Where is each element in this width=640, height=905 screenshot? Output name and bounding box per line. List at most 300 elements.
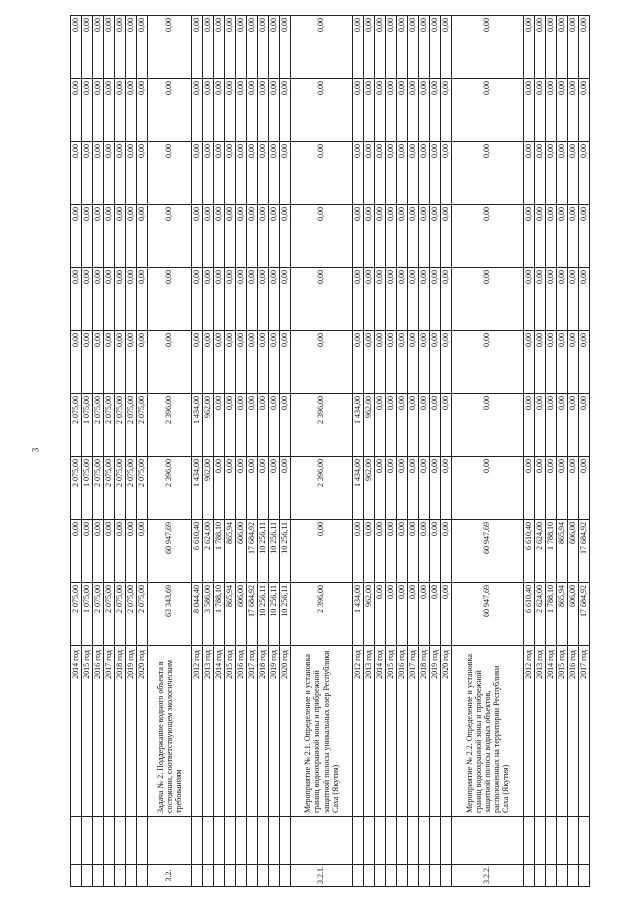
value-cell: 0,00	[192, 79, 203, 142]
value-cell: 0,00	[269, 268, 280, 331]
value-cell: 0,00	[148, 268, 192, 331]
year-label: 2020 год	[441, 646, 452, 817]
blank-cell	[269, 817, 280, 865]
blank-cell	[148, 817, 192, 865]
year-label: 2014 год	[71, 646, 82, 817]
value-cell: 0,00	[291, 79, 353, 142]
value-cell: 0,00	[214, 268, 225, 331]
value-cell: 0,00	[93, 520, 104, 583]
year-label: 2017 год	[579, 646, 590, 817]
value-cell: 2 075,00	[71, 583, 82, 646]
value-cell: 0,00	[535, 331, 546, 394]
value-cell: 0,00	[535, 16, 546, 79]
year-label: 2016 год	[236, 646, 247, 817]
blank-cell	[93, 817, 104, 865]
year-label: 2020 год	[137, 646, 148, 817]
blank-cell	[137, 817, 148, 865]
row-number-cell	[82, 865, 93, 887]
value-cell: 0,00	[291, 16, 353, 79]
value-cell: 1 075,00	[82, 394, 93, 457]
value-cell: 2 396,00	[148, 394, 192, 457]
value-cell: 0,00	[148, 16, 192, 79]
table-row	[82, 16, 93, 887]
value-cell: 606,00	[236, 520, 247, 583]
year-label: 2019 год	[126, 646, 137, 817]
value-cell: 0,00	[280, 457, 291, 520]
value-cell: 0,00	[441, 331, 452, 394]
value-cell: 0,00	[269, 457, 280, 520]
value-cell: 0,00	[386, 457, 397, 520]
value-cell: 865,94	[225, 520, 236, 583]
table-row	[203, 16, 214, 887]
value-cell: 0,00	[557, 205, 568, 268]
value-cell: 0,00	[397, 520, 408, 583]
value-cell: 0,00	[104, 268, 115, 331]
value-cell: 0,00	[430, 331, 441, 394]
value-cell: 10 256,11	[269, 520, 280, 583]
row-number-cell	[269, 865, 280, 887]
row-number-cell	[524, 865, 535, 887]
row-number-cell	[258, 865, 269, 887]
value-cell: 2 075,00	[104, 583, 115, 646]
value-cell: 606,00	[568, 583, 579, 646]
value-cell: 0,00	[524, 142, 535, 205]
value-cell: 0,00	[115, 205, 126, 268]
value-cell: 0,00	[214, 205, 225, 268]
blank-cell	[115, 817, 126, 865]
year-label: 2016 год	[568, 646, 579, 817]
row-number-cell	[375, 865, 386, 887]
value-cell: 2 075,00	[137, 394, 148, 457]
table-section-row	[452, 16, 524, 887]
value-cell: 0,00	[225, 331, 236, 394]
row-number-cell	[568, 865, 579, 887]
value-cell: 0,00	[258, 205, 269, 268]
row-number-cell	[397, 865, 408, 887]
value-cell: 0,00	[126, 205, 137, 268]
value-cell: 0,00	[546, 331, 557, 394]
value-cell: 0,00	[568, 268, 579, 331]
value-cell: 0,00	[408, 457, 419, 520]
value-cell: 0,00	[82, 268, 93, 331]
value-cell: 0,00	[397, 583, 408, 646]
value-cell: 10 256,11	[258, 583, 269, 646]
table-row	[225, 16, 236, 887]
blank-cell	[104, 817, 115, 865]
value-cell: 6 610,40	[524, 520, 535, 583]
value-cell: 0,00	[524, 79, 535, 142]
value-cell: 0,00	[579, 142, 590, 205]
value-cell: 0,00	[568, 205, 579, 268]
row-number-cell: 3.2.	[148, 865, 192, 887]
value-cell: 0,00	[258, 457, 269, 520]
value-cell: 0,00	[236, 79, 247, 142]
value-cell: 0,00	[247, 142, 258, 205]
value-cell: 0,00	[524, 205, 535, 268]
table-row	[364, 16, 375, 887]
value-cell: 0,00	[524, 16, 535, 79]
blank-cell	[524, 817, 535, 865]
blank-cell	[236, 817, 247, 865]
value-cell: 0,00	[375, 268, 386, 331]
value-cell: 0,00	[441, 520, 452, 583]
table-row	[137, 16, 148, 887]
value-cell: 0,00	[353, 331, 364, 394]
value-cell: 0,00	[441, 457, 452, 520]
value-cell: 0,00	[280, 394, 291, 457]
value-cell: 0,00	[104, 79, 115, 142]
value-cell: 0,00	[397, 79, 408, 142]
value-cell: 2 624,00	[203, 520, 214, 583]
table-row	[397, 16, 408, 887]
year-label: 2020 год	[280, 646, 291, 817]
table-row	[546, 16, 557, 887]
value-cell: 0,00	[236, 457, 247, 520]
value-cell: 0,00	[82, 79, 93, 142]
year-label: 2015 год	[225, 646, 236, 817]
value-cell: 1 434,00	[192, 394, 203, 457]
value-cell: 0,00	[397, 457, 408, 520]
value-cell: 0,00	[258, 142, 269, 205]
value-cell: 0,00	[419, 142, 430, 205]
value-cell: 0,00	[386, 268, 397, 331]
year-label: 2016 год	[397, 646, 408, 817]
row-number-cell	[364, 865, 375, 887]
table-row	[386, 16, 397, 887]
blank-cell	[126, 817, 137, 865]
table-row	[568, 16, 579, 887]
value-cell: 0,00	[353, 520, 364, 583]
value-cell: 2 075,00	[115, 394, 126, 457]
year-label: 2013 год	[364, 646, 375, 817]
value-cell: 0,00	[280, 268, 291, 331]
value-cell: 0,00	[280, 16, 291, 79]
year-label: 2016 год	[93, 646, 104, 817]
table-row	[269, 16, 280, 887]
year-label: 2017 год	[408, 646, 419, 817]
table-section-row	[291, 16, 353, 887]
value-cell: 17 684,92	[247, 583, 258, 646]
value-cell: 0,00	[291, 268, 353, 331]
year-label: 2015 год	[386, 646, 397, 817]
row-number-cell	[126, 865, 137, 887]
value-cell: 0,00	[546, 394, 557, 457]
value-cell: 0,00	[364, 205, 375, 268]
value-cell: 2 396,00	[148, 457, 192, 520]
value-cell: 0,00	[579, 205, 590, 268]
value-cell: 0,00	[126, 331, 137, 394]
value-cell: 0,00	[430, 268, 441, 331]
blank-cell	[579, 817, 590, 865]
table-body	[71, 16, 590, 887]
value-cell: 0,00	[137, 268, 148, 331]
value-cell: 0,00	[236, 394, 247, 457]
value-cell: 2 075,00	[71, 457, 82, 520]
row-number-cell	[71, 865, 82, 887]
table-row	[524, 16, 535, 887]
value-cell: 0,00	[353, 16, 364, 79]
value-cell: 0,00	[397, 142, 408, 205]
value-cell: 0,00	[408, 520, 419, 583]
value-cell: 0,00	[364, 331, 375, 394]
value-cell: 0,00	[419, 205, 430, 268]
blank-cell	[225, 817, 236, 865]
value-cell: 10 256,11	[280, 583, 291, 646]
value-cell: 0,00	[192, 205, 203, 268]
table-row	[579, 16, 590, 887]
value-cell: 2 075,00	[104, 394, 115, 457]
value-cell: 0,00	[71, 205, 82, 268]
blank-cell	[408, 817, 419, 865]
value-cell: 10 256,11	[258, 520, 269, 583]
value-cell: 0,00	[557, 79, 568, 142]
value-cell: 0,00	[236, 268, 247, 331]
value-cell: 2 075,00	[137, 583, 148, 646]
value-cell: 0,00	[452, 79, 524, 142]
row-number-cell: 3.2.2.	[452, 865, 524, 887]
value-cell: 0,00	[82, 205, 93, 268]
value-cell: 0,00	[386, 331, 397, 394]
year-label: 2018 год	[115, 646, 126, 817]
program-funding-table	[70, 15, 590, 887]
table-row	[247, 16, 258, 887]
value-cell: 0,00	[291, 142, 353, 205]
value-cell: 0,00	[126, 142, 137, 205]
value-cell: 0,00	[397, 394, 408, 457]
value-cell: 0,00	[236, 142, 247, 205]
value-cell: 0,00	[148, 331, 192, 394]
blank-cell	[203, 817, 214, 865]
table-section-row	[148, 16, 192, 887]
value-cell: 0,00	[225, 268, 236, 331]
value-cell: 0,00	[579, 331, 590, 394]
value-cell: 0,00	[126, 16, 137, 79]
value-cell: 0,00	[93, 205, 104, 268]
value-cell: 10 256,11	[269, 583, 280, 646]
value-cell: 0,00	[568, 16, 579, 79]
value-cell: 2 075,00	[126, 457, 137, 520]
value-cell: 1 075,00	[82, 457, 93, 520]
table-row	[214, 16, 225, 887]
year-label: 2013 год	[203, 646, 214, 817]
rotated-table-sheet	[70, 18, 613, 887]
value-cell: 0,00	[408, 394, 419, 457]
value-cell: 0,00	[93, 16, 104, 79]
row-number-cell	[546, 865, 557, 887]
value-cell: 0,00	[280, 331, 291, 394]
section-title: Мероприятие № 2.1. Определение и установка границ водоохранной зоны и прибрежной защитной полосы уникальных озер Республики Саха (Якутия)	[291, 646, 353, 817]
blank-cell	[258, 817, 269, 865]
value-cell: 0,00	[214, 331, 225, 394]
value-cell: 0,00	[364, 268, 375, 331]
row-number-cell	[535, 865, 546, 887]
year-label: 2014 год	[375, 646, 386, 817]
year-label: 2019 год	[269, 646, 280, 817]
value-cell: 0,00	[557, 16, 568, 79]
value-cell: 0,00	[557, 268, 568, 331]
value-cell: 0,00	[579, 79, 590, 142]
value-cell: 0,00	[82, 16, 93, 79]
value-cell: 0,00	[546, 79, 557, 142]
value-cell: 0,00	[524, 331, 535, 394]
value-cell: 0,00	[126, 79, 137, 142]
value-cell: 6 610,40	[524, 583, 535, 646]
value-cell: 0,00	[568, 394, 579, 457]
blank-cell	[247, 817, 258, 865]
section-title: Мероприятие № 2.2. Определение и установка границ водоохранной зоны и прибрежной защитной полосы водных объектов, расположенных на территории Республики Саха (Якутия)	[452, 646, 524, 817]
table-row	[236, 16, 247, 887]
value-cell: 2 396,00	[291, 583, 353, 646]
value-cell: 0,00	[247, 205, 258, 268]
year-label: 2012 год	[192, 646, 203, 817]
value-cell: 3 586,00	[203, 583, 214, 646]
value-cell: 0,00	[236, 16, 247, 79]
table-row	[93, 16, 104, 887]
value-cell: 0,00	[192, 16, 203, 79]
row-number-cell	[579, 865, 590, 887]
table-row	[441, 16, 452, 887]
value-cell: 962,00	[203, 457, 214, 520]
value-cell: 0,00	[137, 205, 148, 268]
value-cell: 0,00	[419, 268, 430, 331]
value-cell: 0,00	[408, 142, 419, 205]
value-cell: 0,00	[441, 142, 452, 205]
value-cell: 0,00	[236, 331, 247, 394]
value-cell: 865,94	[557, 520, 568, 583]
value-cell: 0,00	[258, 16, 269, 79]
value-cell: 0,00	[386, 520, 397, 583]
value-cell: 0,00	[93, 331, 104, 394]
value-cell: 2 624,00	[535, 520, 546, 583]
value-cell: 10 256,11	[280, 520, 291, 583]
value-cell: 0,00	[225, 142, 236, 205]
blank-cell	[535, 817, 546, 865]
value-cell: 0,00	[291, 331, 353, 394]
value-cell: 0,00	[419, 520, 430, 583]
value-cell: 0,00	[408, 205, 419, 268]
value-cell: 1 788,10	[546, 583, 557, 646]
blank-cell	[364, 817, 375, 865]
year-label: 2019 год	[430, 646, 441, 817]
value-cell: 0,00	[280, 79, 291, 142]
value-cell: 0,00	[93, 268, 104, 331]
value-cell: 0,00	[546, 142, 557, 205]
value-cell: 865,94	[225, 583, 236, 646]
row-number-cell	[430, 865, 441, 887]
value-cell: 0,00	[375, 16, 386, 79]
value-cell: 0,00	[557, 331, 568, 394]
row-number-cell	[192, 865, 203, 887]
value-cell: 0,00	[375, 205, 386, 268]
value-cell: 0,00	[386, 394, 397, 457]
value-cell: 0,00	[269, 394, 280, 457]
value-cell: 0,00	[568, 79, 579, 142]
blank-cell	[280, 817, 291, 865]
value-cell: 2 075,00	[104, 457, 115, 520]
value-cell: 0,00	[524, 394, 535, 457]
value-cell: 0,00	[236, 205, 247, 268]
value-cell: 0,00	[408, 331, 419, 394]
value-cell: 0,00	[126, 268, 137, 331]
value-cell: 0,00	[535, 79, 546, 142]
value-cell: 1 434,00	[353, 457, 364, 520]
value-cell: 0,00	[430, 394, 441, 457]
blank-cell	[82, 817, 93, 865]
blank-cell	[568, 817, 579, 865]
value-cell: 0,00	[71, 268, 82, 331]
row-number-cell	[93, 865, 104, 887]
value-cell: 0,00	[214, 457, 225, 520]
value-cell: 2 075,00	[115, 457, 126, 520]
value-cell: 0,00	[557, 457, 568, 520]
value-cell: 0,00	[71, 331, 82, 394]
value-cell: 0,00	[269, 331, 280, 394]
value-cell: 0,00	[430, 16, 441, 79]
value-cell: 0,00	[203, 142, 214, 205]
value-cell: 0,00	[441, 583, 452, 646]
blank-cell	[192, 817, 203, 865]
document-viewport	[70, 18, 613, 887]
value-cell: 0,00	[203, 205, 214, 268]
value-cell: 0,00	[430, 79, 441, 142]
value-cell: 2 075,00	[115, 583, 126, 646]
row-number-cell	[441, 865, 452, 887]
value-cell: 0,00	[386, 583, 397, 646]
year-label: 2012 год	[353, 646, 364, 817]
blank-cell	[441, 817, 452, 865]
value-cell: 0,00	[419, 16, 430, 79]
value-cell: 0,00	[441, 16, 452, 79]
value-cell: 0,00	[115, 79, 126, 142]
value-cell: 0,00	[258, 331, 269, 394]
value-cell: 0,00	[452, 142, 524, 205]
value-cell: 0,00	[568, 457, 579, 520]
value-cell: 0,00	[126, 520, 137, 583]
value-cell: 0,00	[353, 268, 364, 331]
blank-cell	[557, 817, 568, 865]
value-cell: 0,00	[82, 331, 93, 394]
row-number-cell	[353, 865, 364, 887]
value-cell: 0,00	[524, 268, 535, 331]
value-cell: 0,00	[148, 205, 192, 268]
value-cell: 0,00	[397, 16, 408, 79]
value-cell: 0,00	[535, 394, 546, 457]
value-cell: 0,00	[353, 142, 364, 205]
value-cell: 0,00	[397, 268, 408, 331]
value-cell: 0,00	[225, 79, 236, 142]
year-label: 2017 год	[247, 646, 258, 817]
value-cell: 0,00	[192, 142, 203, 205]
value-cell: 6 610,40	[192, 520, 203, 583]
value-cell: 0,00	[375, 457, 386, 520]
value-cell: 1 788,10	[214, 520, 225, 583]
value-cell: 0,00	[375, 583, 386, 646]
value-cell: 0,00	[247, 16, 258, 79]
value-cell: 0,00	[148, 79, 192, 142]
value-cell: 0,00	[375, 142, 386, 205]
year-label: 2018 год	[258, 646, 269, 817]
value-cell: 962,00	[364, 394, 375, 457]
row-number-cell	[280, 865, 291, 887]
value-cell: 0,00	[441, 205, 452, 268]
value-cell: 2 075,00	[93, 394, 104, 457]
value-cell: 0,00	[535, 205, 546, 268]
value-cell: 0,00	[397, 205, 408, 268]
row-number-cell	[115, 865, 126, 887]
value-cell: 0,00	[82, 142, 93, 205]
value-cell: 0,00	[247, 268, 258, 331]
value-cell: 0,00	[214, 16, 225, 79]
